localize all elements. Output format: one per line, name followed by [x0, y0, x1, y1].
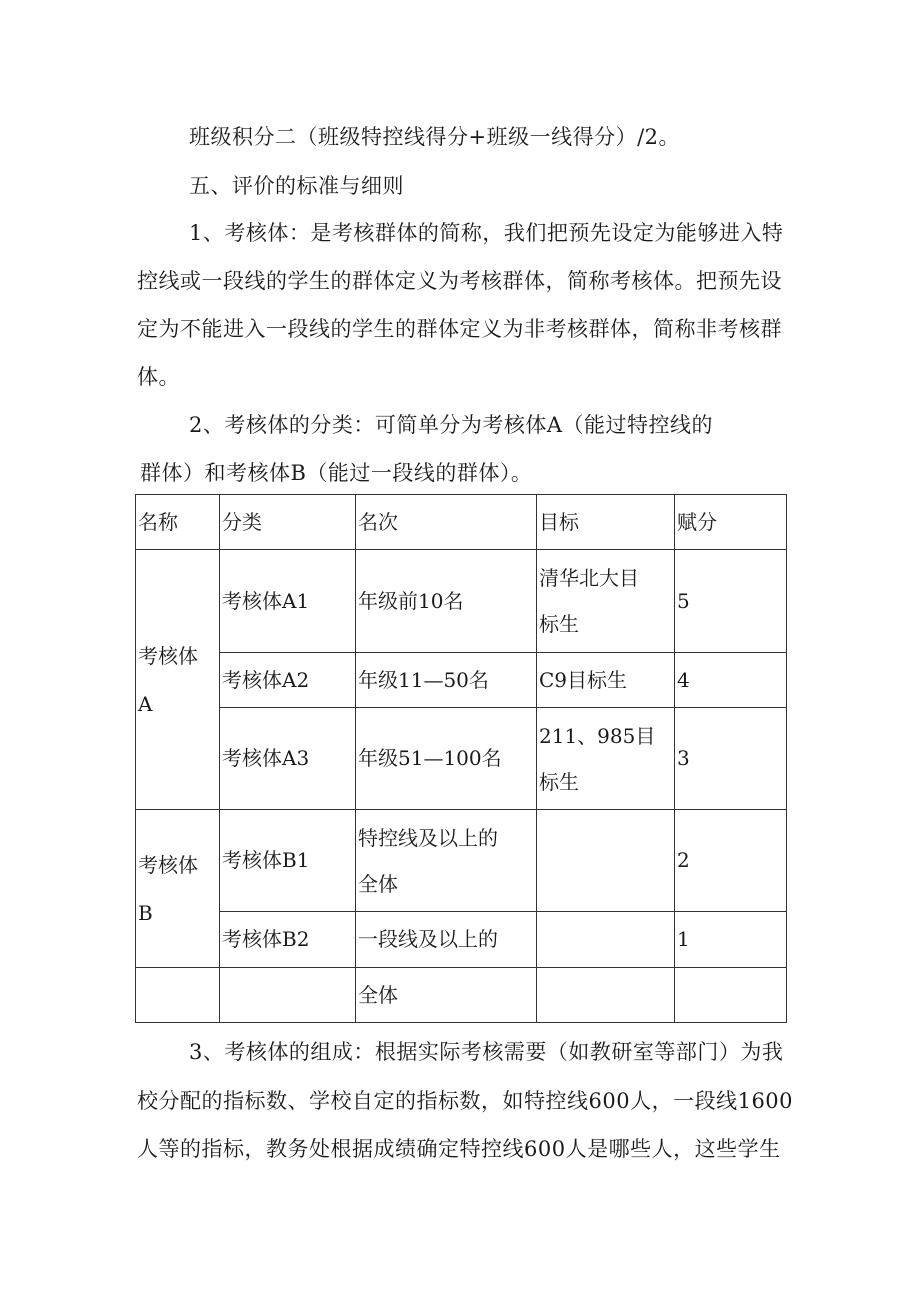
paragraph-1-line-3: 定为不能进入一段线的学生的群体定义为非考核群体，简称非考核群	[137, 317, 782, 341]
score-cell: 3	[675, 708, 787, 810]
category-cell: 考核体A3	[220, 708, 356, 810]
paragraph-1-line-2: 控线或一段线的学生的群体定义为考核群体，简称考核体。把预先设	[137, 269, 782, 293]
rank-cell: 年级11—50名	[356, 653, 537, 708]
rank-cell: 年级前10名	[356, 550, 537, 653]
score-cell: 4	[675, 653, 787, 708]
paragraph-2-line-1: 2、考核体的分类：可简单分为考核体A（能过特控线的	[189, 413, 714, 437]
header-goal: 目标	[537, 495, 675, 550]
group-a-label-line-1: 考核体	[138, 643, 198, 668]
rank-cell	[356, 810, 537, 912]
score-cell: 2	[675, 810, 787, 912]
group-a-label-line-2: A	[138, 691, 153, 716]
group-b-label-line-2: B	[138, 900, 153, 925]
header-name: 名称	[136, 495, 220, 550]
table-row	[136, 968, 787, 1023]
score-cell: 5	[675, 550, 787, 653]
goal-line-1: 211、985目	[539, 723, 656, 748]
goal-cell	[537, 550, 675, 653]
category-cell: 考核体B2	[220, 912, 356, 968]
goal-cell	[537, 912, 675, 968]
category-cell: 考核体A1	[220, 550, 356, 653]
goal-cell	[537, 968, 675, 1023]
goal-line-2: 标生	[539, 769, 579, 794]
name-cell	[136, 968, 220, 1023]
paragraph-1-line-1: 1、考核体：是考核群体的简称，我们把预先设定为能够进入特	[189, 221, 784, 245]
goal-cell	[537, 810, 675, 912]
score-cell: 1	[675, 912, 787, 968]
paragraph-1-line-4: 体。	[137, 365, 180, 389]
rank-cell: 全体	[356, 968, 537, 1023]
table-row	[136, 653, 787, 708]
category-cell: 考核体A2	[220, 653, 356, 708]
table-header-row	[136, 495, 787, 550]
group-a-label	[136, 550, 220, 810]
group-b-label	[136, 810, 220, 968]
header-category: 分类	[220, 495, 356, 550]
header-score: 赋分	[675, 495, 787, 550]
paragraph-3-line-1: 3、考核体的组成：根据实际考核需要（如教研室等部门）为我	[189, 1040, 784, 1064]
group-b-label-line-1: 考核体	[138, 852, 198, 877]
rank-cell: 年级51—100名	[356, 708, 537, 810]
rank-line-2: 全体	[358, 871, 398, 896]
rank-line-1: 特控线及以上的	[358, 825, 498, 850]
section-heading-evaluation: 五、评价的标准与细则	[189, 174, 404, 198]
paragraph-2-line-2: 群体）和考核体B（能过一段线的群体）。	[140, 461, 533, 485]
score-cell	[675, 968, 787, 1023]
rank-cell: 一段线及以上的	[356, 912, 537, 968]
goal-line-1: 清华北大目	[539, 566, 639, 590]
table-row	[136, 708, 787, 810]
paragraph-3-line-2: 校分配的指标数、学校自定的指标数，如特控线600人，一段线1600	[137, 1089, 794, 1113]
assessment-table	[135, 494, 787, 1023]
header-rank: 名次	[356, 495, 537, 550]
goal-cell: C9目标生	[537, 653, 675, 708]
table-row	[136, 810, 787, 912]
goal-cell	[537, 708, 675, 810]
paragraph-3-line-3: 人等的指标，教务处根据成绩确定特控线600人是哪些人，这些学生	[137, 1137, 781, 1161]
paragraph-class-score: 班级积分二（班级特控线得分+班级一线得分）/2。	[189, 125, 681, 149]
goal-line-2: 标生	[539, 612, 579, 636]
category-cell	[220, 968, 356, 1023]
category-cell: 考核体B1	[220, 810, 356, 912]
table-row	[136, 912, 787, 968]
table-row	[136, 550, 787, 653]
